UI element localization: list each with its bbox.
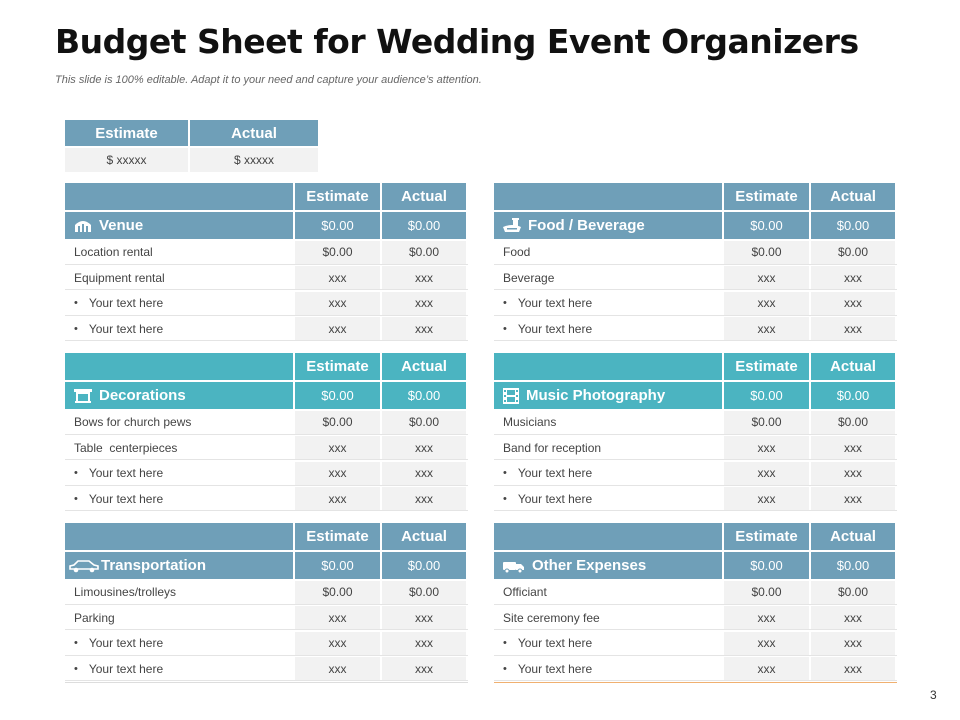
section-food-beverage [494, 183, 897, 341]
row-actual: xxx [380, 657, 466, 680]
table-row [494, 462, 897, 486]
row-label: Bows for church pews [74, 415, 192, 429]
estimate-column-header: Estimate [293, 183, 380, 210]
row-label: Table centerpieces [74, 440, 178, 455]
table-row [494, 241, 897, 265]
table-row [494, 581, 897, 605]
table-row [65, 266, 468, 290]
row-label: Band for reception [503, 440, 602, 455]
section-actual-total: $0.00 [380, 382, 466, 409]
section-name: Food / Beverage [528, 217, 645, 234]
table-row [65, 411, 468, 435]
row-estimate: xxx [293, 266, 380, 289]
row-label: Beverage [503, 270, 555, 285]
estimate-column-header: Estimate [722, 353, 809, 380]
row-estimate: xxx [293, 317, 380, 340]
table-row [494, 292, 897, 316]
row-estimate: xxx [293, 606, 380, 629]
row-label: • Your text here [65, 632, 293, 655]
row-actual: xxx [809, 462, 895, 485]
row-label: • Your text here [65, 657, 293, 680]
section-header-blank [65, 353, 293, 380]
row-label: • Your text here [494, 292, 722, 315]
row-actual: $0.00 [809, 241, 895, 264]
section-estimate-total: $0.00 [293, 212, 380, 239]
row-estimate: xxx [722, 462, 809, 485]
table-row [494, 487, 897, 511]
summary-actual-value: $ xxxxx [190, 148, 318, 172]
row-estimate: xxx [293, 487, 380, 510]
accent-divider [494, 682, 897, 683]
row-actual: xxx [380, 266, 466, 289]
row-estimate: xxx [293, 462, 380, 485]
actual-column-header: Actual [809, 523, 895, 550]
section-transportation [65, 523, 468, 681]
section-name: Venue [99, 217, 144, 234]
actual-column-header: Actual [809, 183, 895, 210]
row-label: Officiant [503, 585, 547, 599]
row-actual: xxx [809, 487, 895, 510]
section-estimate-total: $0.00 [722, 382, 809, 409]
section-title [65, 552, 293, 579]
section-header-blank [494, 523, 722, 550]
table-row [494, 411, 897, 435]
summary-table [65, 120, 318, 172]
section-actual-total: $0.00 [380, 212, 466, 239]
row-label: Limousines/trolleys [74, 585, 177, 599]
row-estimate: xxx [293, 436, 380, 459]
table-row [65, 632, 468, 656]
decorations-icon [73, 388, 93, 404]
row-estimate: xxx [722, 266, 809, 289]
section-actual-total: $0.00 [809, 552, 895, 579]
venue-icon [73, 219, 93, 233]
row-label: Equipment rental [74, 270, 165, 285]
section-header-blank [494, 183, 722, 210]
row-label: • Your text here [494, 317, 722, 340]
row-label: • Your text here [65, 317, 293, 340]
summary-actual-header: Actual [190, 120, 318, 146]
section-name: Other Expenses [532, 557, 647, 574]
section-title [65, 212, 293, 239]
row-estimate: $0.00 [722, 581, 809, 604]
row-estimate: $0.00 [293, 241, 380, 264]
row-estimate: xxx [722, 292, 809, 315]
row-label: Food [503, 245, 531, 259]
row-label: • Your text here [494, 462, 722, 485]
table-row [494, 606, 897, 630]
row-actual: $0.00 [809, 411, 895, 434]
section-name: Transportation [101, 557, 207, 574]
row-actual: xxx [380, 436, 466, 459]
row-estimate: $0.00 [722, 411, 809, 434]
row-actual: $0.00 [380, 581, 466, 604]
section-other-expenses [494, 523, 897, 681]
car-icon [69, 559, 99, 573]
row-estimate: xxx [722, 487, 809, 510]
table-row [65, 462, 468, 486]
table-row [494, 317, 897, 341]
row-actual: xxx [380, 317, 466, 340]
page-subtitle: This slide is 100% editable. Adapt it to your need and capture your audience’s attention. [55, 74, 482, 86]
estimate-column-header: Estimate [293, 353, 380, 380]
summary-estimate-header: Estimate [65, 120, 190, 146]
row-label: Parking [74, 610, 115, 625]
row-actual: xxx [380, 632, 466, 655]
row-actual: xxx [380, 462, 466, 485]
row-estimate: $0.00 [722, 241, 809, 264]
row-actual: xxx [380, 606, 466, 629]
section-venue [65, 183, 468, 341]
row-label: Musicians [503, 415, 557, 429]
actual-column-header: Actual [380, 183, 466, 210]
section-music-photography [494, 353, 897, 511]
film-strip-icon [502, 387, 520, 405]
section-actual-total: $0.00 [809, 212, 895, 239]
table-row [494, 436, 897, 460]
section-title [65, 382, 293, 409]
table-row [494, 632, 897, 656]
row-actual: xxx [809, 292, 895, 315]
section-title [494, 212, 722, 239]
row-estimate: $0.00 [293, 411, 380, 434]
row-actual: xxx [809, 657, 895, 680]
table-row [65, 487, 468, 511]
row-actual: $0.00 [809, 581, 895, 604]
actual-column-header: Actual [380, 353, 466, 380]
table-row [65, 606, 468, 630]
section-title [494, 552, 722, 579]
row-actual: $0.00 [380, 411, 466, 434]
section-estimate-total: $0.00 [293, 382, 380, 409]
row-actual: xxx [809, 317, 895, 340]
row-estimate: xxx [722, 657, 809, 680]
row-label: • Your text here [494, 657, 722, 680]
row-estimate: xxx [722, 317, 809, 340]
row-estimate: xxx [293, 292, 380, 315]
row-actual: xxx [809, 436, 895, 459]
row-estimate: xxx [293, 657, 380, 680]
actual-column-header: Actual [380, 523, 466, 550]
section-estimate-total: $0.00 [293, 552, 380, 579]
estimate-column-header: Estimate [293, 523, 380, 550]
truck-icon [502, 559, 526, 573]
row-label: • Your text here [494, 632, 722, 655]
section-estimate-total: $0.00 [722, 212, 809, 239]
row-actual: xxx [380, 292, 466, 315]
section-header-blank [494, 353, 722, 380]
summary-estimate-value: $ xxxxx [65, 148, 190, 172]
row-estimate: xxx [722, 632, 809, 655]
row-actual: xxx [809, 266, 895, 289]
row-label: • Your text here [494, 487, 722, 510]
section-title [494, 382, 722, 409]
row-label: • Your text here [65, 487, 293, 510]
table-row [65, 292, 468, 316]
section-header-blank [65, 523, 293, 550]
table-row [494, 266, 897, 290]
row-label: Site ceremony fee [503, 610, 600, 625]
row-actual: xxx [809, 632, 895, 655]
actual-column-header: Actual [809, 353, 895, 380]
page-title: Budget Sheet for Wedding Event Organizers [55, 22, 859, 61]
section-actual-total: $0.00 [380, 552, 466, 579]
table-row [494, 657, 897, 681]
section-decorations [65, 353, 468, 511]
table-row [65, 241, 468, 265]
row-label: • Your text here [65, 292, 293, 315]
estimate-column-header: Estimate [722, 523, 809, 550]
divider [65, 682, 468, 683]
row-estimate: $0.00 [293, 581, 380, 604]
section-actual-total: $0.00 [809, 382, 895, 409]
row-actual: xxx [809, 606, 895, 629]
table-row [65, 581, 468, 605]
row-estimate: xxx [722, 436, 809, 459]
estimate-column-header: Estimate [722, 183, 809, 210]
row-label: Location rental [74, 245, 153, 259]
table-row [65, 436, 468, 460]
section-name: Decorations [99, 387, 186, 404]
food-beverage-icon [502, 218, 522, 234]
row-actual: $0.00 [380, 241, 466, 264]
row-label: • Your text here [65, 462, 293, 485]
page-number: 3 [930, 688, 937, 702]
table-row [65, 657, 468, 681]
row-estimate: xxx [293, 632, 380, 655]
row-actual: xxx [380, 487, 466, 510]
table-row [65, 317, 468, 341]
row-estimate: xxx [722, 606, 809, 629]
section-name: Music Photography [526, 387, 666, 404]
section-estimate-total: $0.00 [722, 552, 809, 579]
section-header-blank [65, 183, 293, 210]
